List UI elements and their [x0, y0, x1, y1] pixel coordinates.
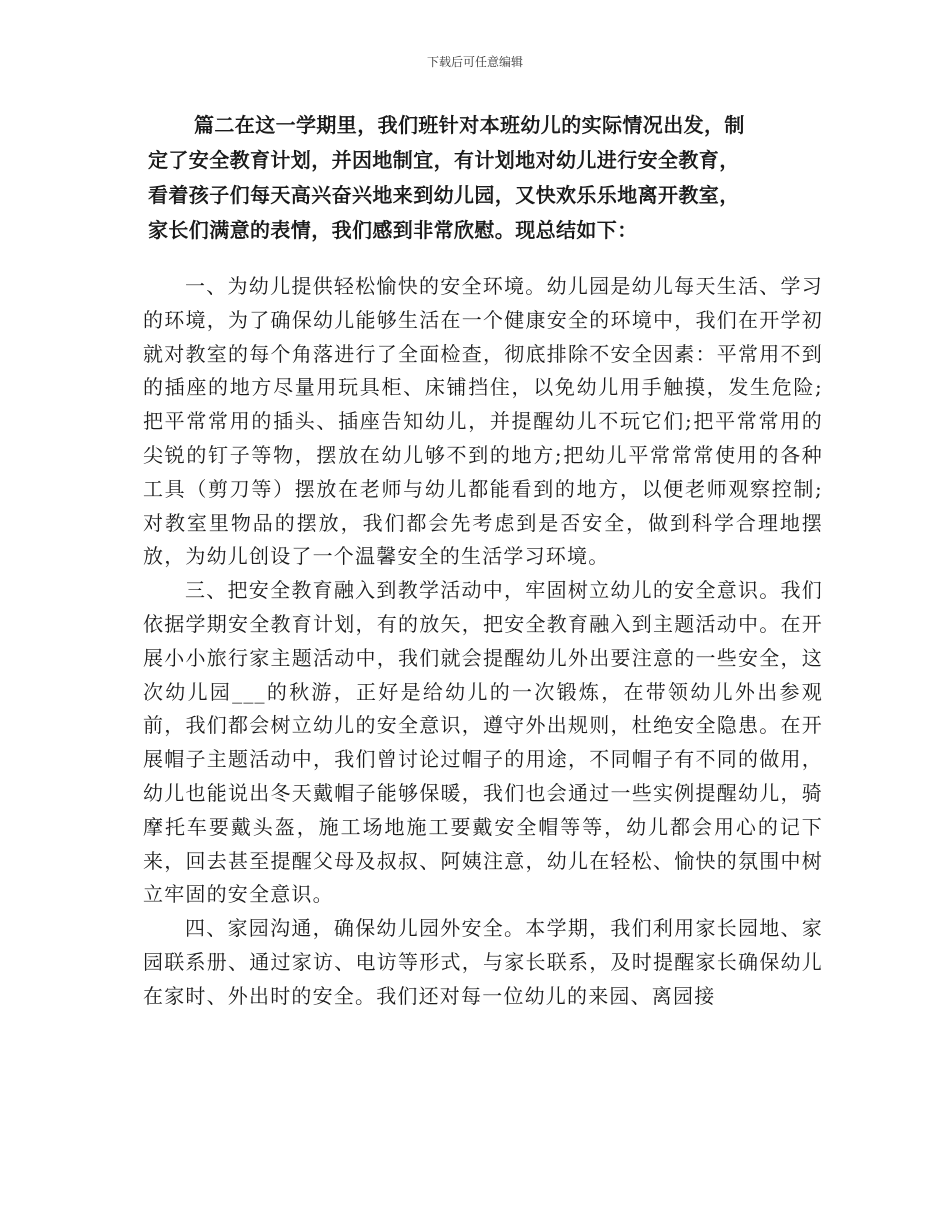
intro-line: 家长们满意的表情，我们感到非常欣慰。现总结如下：	[148, 218, 638, 242]
intro-line: 看着孩子们每天高兴奋兴地来到幼儿园，又快欢乐乐地离开教室，	[148, 183, 740, 207]
document-body	[143, 270, 823, 1014]
page-header-note: 下载后可任意编辑	[426, 55, 523, 69]
intro-line: 篇二在这一学期里，我们班针对本班幼儿的实际情况出发，制	[194, 113, 745, 137]
intro-line: 定了安全教育计划，并因地制宜，有计划地对幼儿进行安全教育，	[148, 148, 740, 172]
paragraph-home-communication: 四、家园沟通，确保幼儿园外安全。本学期，我们利用家长园地、家园联系册、通过家访、电访等形式，与家长联系，及时提醒家长确保幼儿在家时、外出时的安全。我们还对每一位幼儿的来园、离园接	[143, 916, 823, 1008]
paragraph-safe-environment: 一、为幼儿提供轻松愉快的安全环境。幼儿园是幼儿每天生活、学习的环境，为了确保幼儿能够生活在一个健康安全的环境中，我们在开学初就对教室的每个角落进行了全面检查，彻底排除不安全因素：平常用不到的插座的地方尽量用玩具柜、床铺挡住，以免幼儿用手触摸，发生危险;把平常常用的插头、插座告知幼儿，并提醒幼儿不玩它们;把平常常用的尖锐的钉子等物，摆放在幼儿够不到的地方;把幼儿平常常常使用的各种工具（剪刀等）摆放在老师与幼儿都能看到的地方，以便老师观察控制;对教室里物品的摆放，我们都会先考虑到是否安全，做到科学合理地摆放，为幼儿创设了一个温馨安全的生活学习环境。	[143, 274, 823, 569]
intro-block	[148, 108, 808, 248]
paragraph-teaching-activities: 三、把安全教育融入到教学活动中，牢固树立幼儿的安全意识。我们依据学期安全教育计划，有的放矢，把安全教育融入到主题活动中。在开展小小旅行家主题活动中，我们就会提醒幼儿外出要注意的一些安全，这次幼儿园___的秋游，正好是给幼儿的一次锻炼，在带领幼儿外出参观前，我们都会树立幼儿的安全意识，遵守外出规则，杜绝安全隐患。在开展帽子主题活动中，我们曾讨论过帽子的用途，不同帽子有不同的做用，幼儿也能说出冬天戴帽子能够保暖，我们也会通过一些实例提醒幼儿，骑摩托车要戴头盔，施工场地施工要戴安全帽等等，幼儿都会用心的记下来，回去甚至提醒父母及叔叔、阿姨注意，幼儿在轻松、愉快的氛围中树立牢固的安全意识。	[143, 578, 823, 907]
